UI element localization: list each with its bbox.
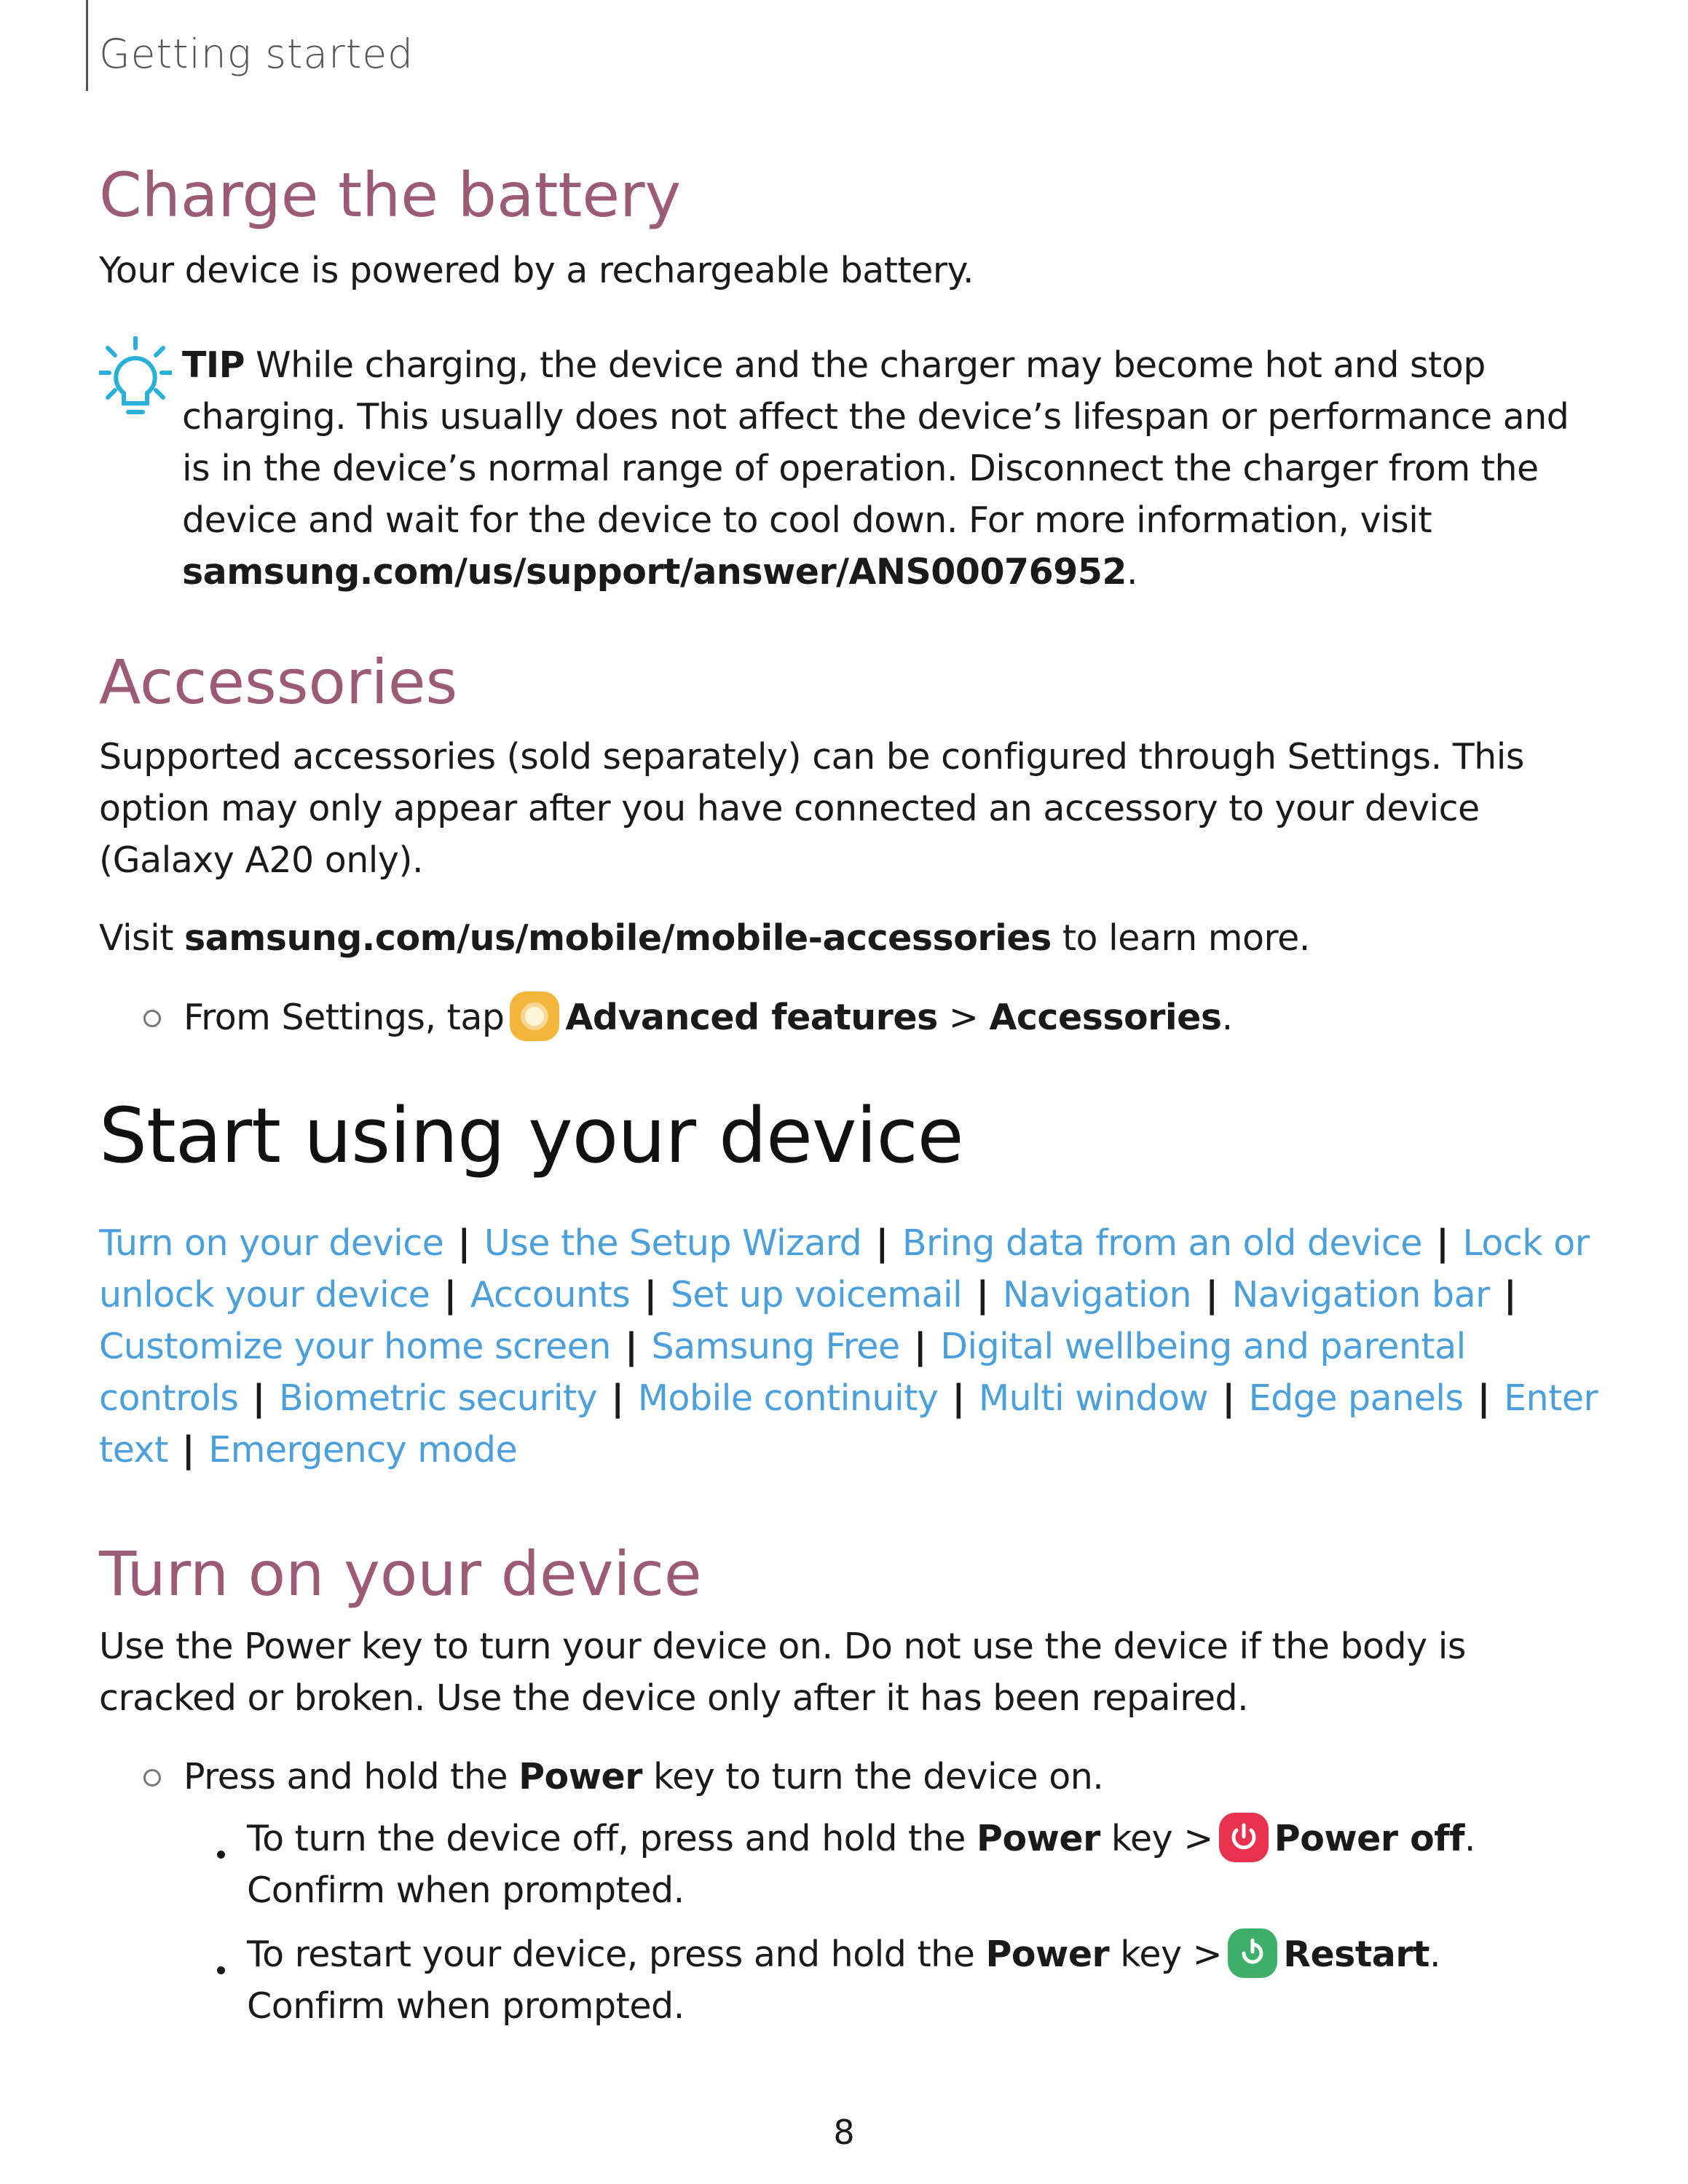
link-separator: | bbox=[1435, 1222, 1449, 1264]
restart-prefix: To restart your device, press and hold the bbox=[247, 1934, 975, 1975]
topic-link[interactable]: Set up voicemail bbox=[670, 1274, 963, 1315]
link-separator: | bbox=[1222, 1377, 1235, 1419]
topic-link[interactable]: Navigation bar bbox=[1231, 1274, 1490, 1315]
section-header: Getting started bbox=[99, 31, 414, 77]
charge-intro: Your device is powered by a rechargeable battery. bbox=[99, 250, 974, 291]
off-arrow: > bbox=[1183, 1818, 1213, 1859]
power-key-word: Power bbox=[518, 1756, 642, 1797]
step-prefix: From Settings, tap bbox=[184, 997, 505, 1038]
sub-bullet bbox=[217, 1851, 225, 1859]
advanced-features-icon bbox=[510, 992, 559, 1041]
topic-link[interactable]: Emergency mode bbox=[208, 1429, 518, 1471]
link-separator: | bbox=[252, 1377, 265, 1419]
key-word: key bbox=[1120, 1934, 1182, 1975]
link-separator: | bbox=[1205, 1274, 1218, 1315]
power-off-icon bbox=[1219, 1813, 1269, 1862]
topic-link[interactable]: Accounts bbox=[470, 1274, 631, 1315]
tip-support-link[interactable]: samsung.com/us/support/answer/ANS00076952 bbox=[182, 551, 1127, 593]
sub-bullet bbox=[217, 1966, 225, 1974]
topic-link[interactable]: Biometric security bbox=[278, 1377, 598, 1419]
tip-period: . bbox=[1127, 551, 1138, 593]
topic-link[interactable]: Digital wellbeing and parental controls bbox=[99, 1326, 1466, 1419]
accessories-visit bbox=[99, 912, 1599, 964]
tip-label: TIP bbox=[182, 344, 245, 386]
step-circle-bullet bbox=[143, 1010, 161, 1027]
charge-title: Charge the battery bbox=[99, 159, 682, 231]
link-separator: | bbox=[1503, 1274, 1517, 1315]
power-on-step bbox=[184, 1751, 1604, 1803]
off-prefix: To turn the device off, press and hold the bbox=[247, 1818, 966, 1859]
topic-link[interactable]: Use the Setup Wizard bbox=[484, 1222, 862, 1264]
link-separator: | bbox=[644, 1274, 657, 1315]
accessories-item-label: Accessories bbox=[989, 997, 1222, 1038]
restart-arrow: > bbox=[1192, 1934, 1223, 1975]
step-arrow: > bbox=[948, 997, 979, 1038]
topic-link[interactable]: Lock or unlock your device bbox=[99, 1222, 1590, 1315]
tip-text: While charging, the device and the charger may become hot and stop charging. This usually does not affect the device’s lifespan or performance and is in the device’s normal range of operation. Disconnect the charger from the device and wait for the device to cool down. For more information, visit bbox=[182, 344, 1569, 541]
topic-link[interactable]: Turn on your device bbox=[99, 1222, 444, 1264]
restart-confirm: Confirm when prompted. bbox=[247, 1985, 685, 2027]
turn-on-body: Use the Power key to turn your device on. Do not use the device if the body is cracked or broken. Use the device only after it has been repaired. bbox=[99, 1626, 1466, 1719]
link-separator: | bbox=[913, 1326, 927, 1367]
link-separator: | bbox=[443, 1274, 457, 1315]
accessories-body: Supported accessories (sold separately) can be configured through Settings. This option may only appear after you have connected an accessory to your device (Galaxy A20 only). bbox=[99, 736, 1524, 881]
accessories-title: Accessories bbox=[99, 646, 458, 718]
topic-link[interactable]: Enter text bbox=[99, 1377, 1598, 1471]
link-separator: | bbox=[875, 1222, 888, 1264]
step-period: . bbox=[1221, 997, 1233, 1038]
link-separator: | bbox=[611, 1377, 624, 1419]
restart-icon bbox=[1228, 1928, 1277, 1978]
topic-links bbox=[99, 1217, 1599, 1476]
power-off-step bbox=[247, 1813, 1594, 1916]
start-title: Start using your device bbox=[99, 1091, 963, 1180]
topic-link[interactable]: Edge panels bbox=[1248, 1377, 1464, 1419]
advanced-features-label: Advanced features bbox=[565, 997, 938, 1038]
tip-block bbox=[182, 339, 1602, 598]
link-separator: | bbox=[1477, 1377, 1491, 1419]
off-confirm: Confirm when prompted. bbox=[247, 1870, 685, 1911]
restart-label: Restart bbox=[1283, 1934, 1429, 1975]
lightbulb-tip-icon bbox=[99, 336, 172, 416]
power-step-prefix: Press and hold the bbox=[184, 1756, 508, 1797]
topic-link[interactable]: Customize your home screen bbox=[99, 1326, 611, 1367]
power-off-label: Power off bbox=[1274, 1818, 1464, 1859]
visit-prefix: Visit bbox=[99, 917, 173, 959]
topic-link[interactable]: Navigation bbox=[1002, 1274, 1192, 1315]
link-separator: | bbox=[952, 1377, 965, 1419]
restart-step bbox=[247, 1928, 1594, 2032]
accessories-step bbox=[184, 992, 1604, 1043]
off-period: . bbox=[1464, 1818, 1475, 1859]
turn-on-title: Turn on your device bbox=[99, 1538, 702, 1610]
page-number: 8 bbox=[833, 2113, 855, 2152]
power-step-suffix: key to turn the device on. bbox=[652, 1756, 1104, 1797]
step-circle-bullet bbox=[143, 1769, 161, 1787]
topic-link[interactable]: Multi window bbox=[978, 1377, 1209, 1419]
link-separator: | bbox=[625, 1326, 638, 1367]
topic-link[interactable]: Mobile continuity bbox=[637, 1377, 939, 1419]
visit-suffix: to learn more. bbox=[1062, 917, 1310, 959]
restart-period: . bbox=[1429, 1934, 1441, 1975]
topic-link[interactable]: Samsung Free bbox=[651, 1326, 900, 1367]
accessories-link[interactable]: samsung.com/us/mobile/mobile-accessories bbox=[184, 917, 1052, 959]
header-rule bbox=[86, 0, 88, 91]
power-key-word: Power bbox=[985, 1934, 1110, 1975]
topic-link[interactable]: Bring data from an old device bbox=[902, 1222, 1422, 1264]
link-separator: | bbox=[181, 1429, 195, 1471]
link-separator: | bbox=[457, 1222, 470, 1264]
link-separator: | bbox=[976, 1274, 989, 1315]
power-key-word: Power bbox=[977, 1818, 1100, 1859]
key-word: key bbox=[1111, 1818, 1173, 1859]
